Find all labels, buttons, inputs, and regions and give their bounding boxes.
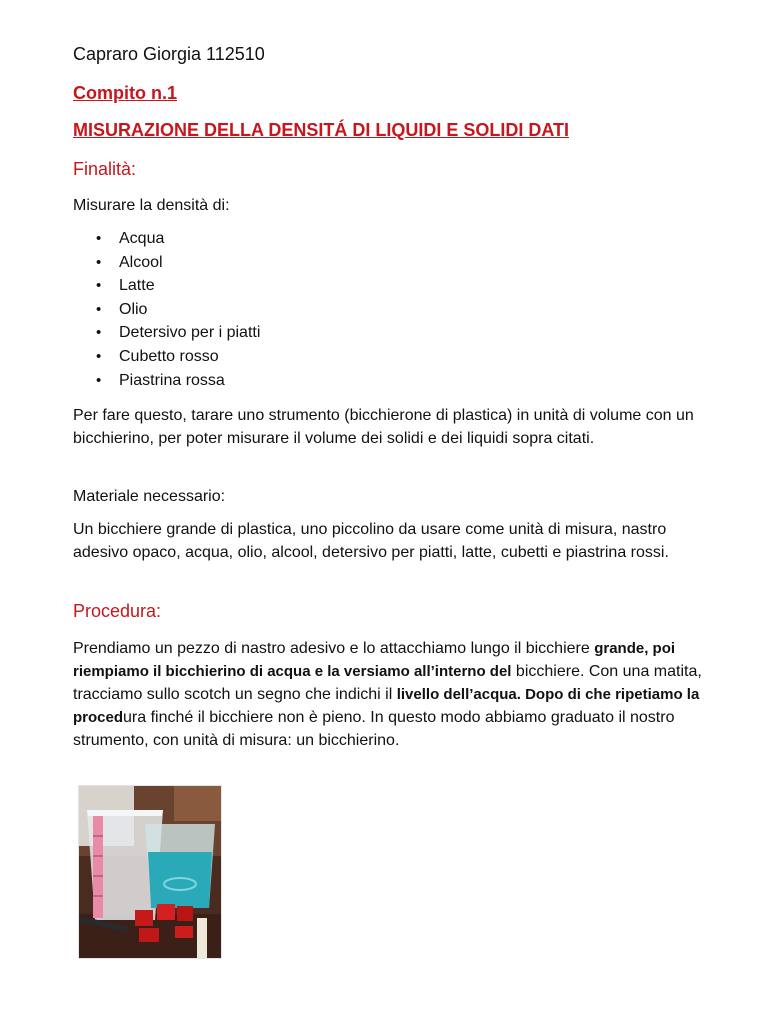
materiale-paragraph: Un bicchiere grande di plastica, uno piccolino da usare come unità di misura, nastro adesivo opaco, acqua, olio, alcool, detersivo per piatti, latte, cubetti e piastrina rossi. — [73, 521, 669, 561]
author-line: Capraro Giorgia 112510 — [73, 44, 265, 64]
list-item: • Olio — [73, 298, 260, 322]
procedura-text: bicchiere. Con una matita, tracciamo sullo scotch un segno che indichi il — [73, 663, 702, 703]
document-subtitle: MISURAZIONE DELLA DENSITÁ DI LIQUIDI E SOLIDI DATI — [73, 120, 570, 140]
list-item: • Detersivo per i piatti — [73, 321, 260, 345]
list-item: • Latte — [73, 274, 260, 298]
experiment-photo-drawing — [79, 786, 221, 958]
procedura-bold-text: grande, poi riempiamo il bicchierino di acqua e la versiamo all’interno del — [73, 640, 676, 680]
document-title: Compito n.1 — [73, 83, 177, 103]
procedura-heading: Procedura: — [73, 601, 162, 621]
tarare-paragraph: Per fare questo, tarare uno strumento (bicchierone di plastica) in unità di volume con un bicchierino, per poter misurare il volume dei solidi e dei liquidi sopra citati. — [73, 407, 694, 447]
intro-text: Misurare la densità di: — [73, 197, 230, 214]
procedura-text: ura finché il bicchiere non è pieno. In questo modo abbiamo graduato il nostro strumento, con unità di misura: un bicchierino. — [73, 709, 675, 749]
procedura-paragraph — [73, 637, 713, 752]
list-item: • Alcool — [73, 251, 260, 275]
list-item: • Cubetto rosso — [73, 345, 260, 369]
list-item: • Piastrina rossa — [73, 369, 260, 393]
finalita-heading: Finalità: — [73, 159, 137, 179]
procedura-bold-text: livello dell’acqua. Dopo di che ripetiamo la proced — [73, 686, 700, 726]
materiale-heading: Materiale necessario: — [73, 488, 226, 505]
list-item: • Acqua — [73, 227, 260, 251]
substance-list — [73, 227, 260, 392]
experiment-photo — [78, 785, 222, 959]
procedura-text: Prendiamo un pezzo di nastro adesivo e lo attacchiamo lungo il bicchiere — [73, 640, 595, 657]
